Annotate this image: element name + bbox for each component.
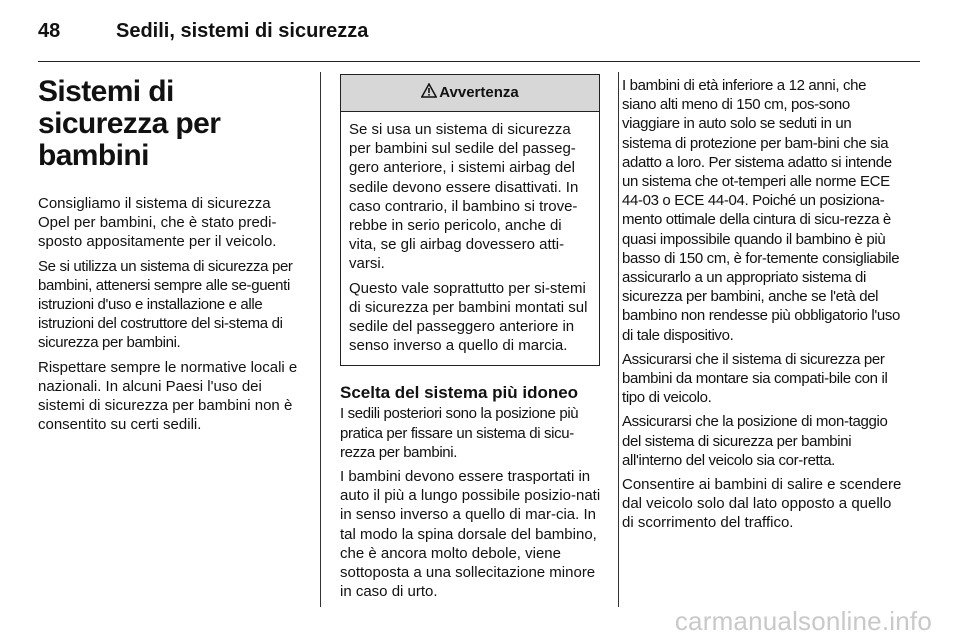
column-three (622, 76, 904, 538)
paragraph: I bambini di età inferiore a 12 anni, che siano alti meno di 150 cm, pos-sono viaggiare in auto solo se seduti in un sistema di protezione per bam-bini che sia adatto a loro. Per sistema adatto si intende un sistema che ot-temperi alle norme ECE 44-03 o ECE 44-04. Poiché un posiziona-mento ottimale della cintura di sicu-rezza è quasi impossibile quando il bambino è più basso di 150 cm, è for-temente consigliabile assicurarlo a un appropriato sistema di sicurezza per bambini, anche se l'età del bambino non rendesse più obbligatorio l'uso di tale dispositivo. (622, 77, 901, 344)
column-one (38, 74, 306, 439)
warning-paragraph: Questo vale soprattutto per si-stemi di sicurezza per bambini montati sul sedile del passeggero anteriore in senso inverso a quello di marcia. (349, 279, 588, 355)
column-divider-right (618, 72, 619, 607)
paragraph: I sedili posteriori sono la posizione più pratica per fissare un sistema di sicu-rezza per bambini. (340, 405, 579, 461)
warning-box (340, 74, 600, 366)
paragraph: I bambini devono essere trasportati in auto il più a lungo possibile posizio-nati in senso inverso a quello di mar-cia. In tal modo la spina dorsale del bambino, che è ancora molto debole, viene sottoposta a una sollecitazione minore in caso di urto. (340, 468, 601, 601)
warning-title: Avvertenza (439, 84, 519, 102)
watermark: carmanualsonline.info (674, 606, 932, 636)
subsection-heading: Scelta del sistema più idoneo (340, 383, 579, 403)
warning-body (341, 112, 599, 365)
paragraph: Rispettare sempre le normative locali e nazionali. In alcuni Paesi l'uso dei sistemi di sicurezza per bambini non è consentito su certi sedili. (38, 358, 298, 434)
warning-triangle-icon (421, 83, 437, 103)
column-two (340, 74, 602, 606)
page-number: 48 (38, 19, 61, 42)
paragraph: Se si utilizza un sistema di sicurezza per bambini, attenersi sempre alle se-guenti istruzioni d'uso e installazione e alle istruzioni del costruttore del si-stema di sicurezza per bambini. (38, 257, 293, 352)
paragraph: Assicurarsi che il sistema di sicurezza per bambini da montare sia compati-bile con il tipo di veicolo. (622, 350, 888, 407)
column-divider-left (320, 72, 321, 607)
header-rule (38, 61, 920, 62)
main-heading: Sistemi di sicurezza per bambini (38, 75, 221, 172)
paragraph: Assicurarsi che la posizione di mon-taggio del sistema di sicurezza per bambini all'interno del veicolo sia cor-retta. (622, 413, 888, 469)
paragraph: Consigliamo il sistema di sicurezza Opel per bambini, che è stato predi-sposto appositamente per il veicolo. (38, 195, 277, 251)
paragraph: Consentire ai bambini di salire e scendere dal veicolo solo dal lato opposto a quello di scorrimento del traffico. (622, 476, 902, 532)
warning-header (341, 75, 599, 112)
warning-paragraph: Se si usa un sistema di sicurezza per bambini sul sedile del passeg-gero anteriore, i sistemi airbag del sedile devono essere disattivati. In caso contrario, il bambino si trove-rebbe in serio pericolo, anche di vita, se gli airbag dovessero atti-varsi. (349, 121, 579, 273)
page-header (38, 16, 368, 46)
section-title: Sedili, sistemi di sicurezza (116, 19, 369, 42)
